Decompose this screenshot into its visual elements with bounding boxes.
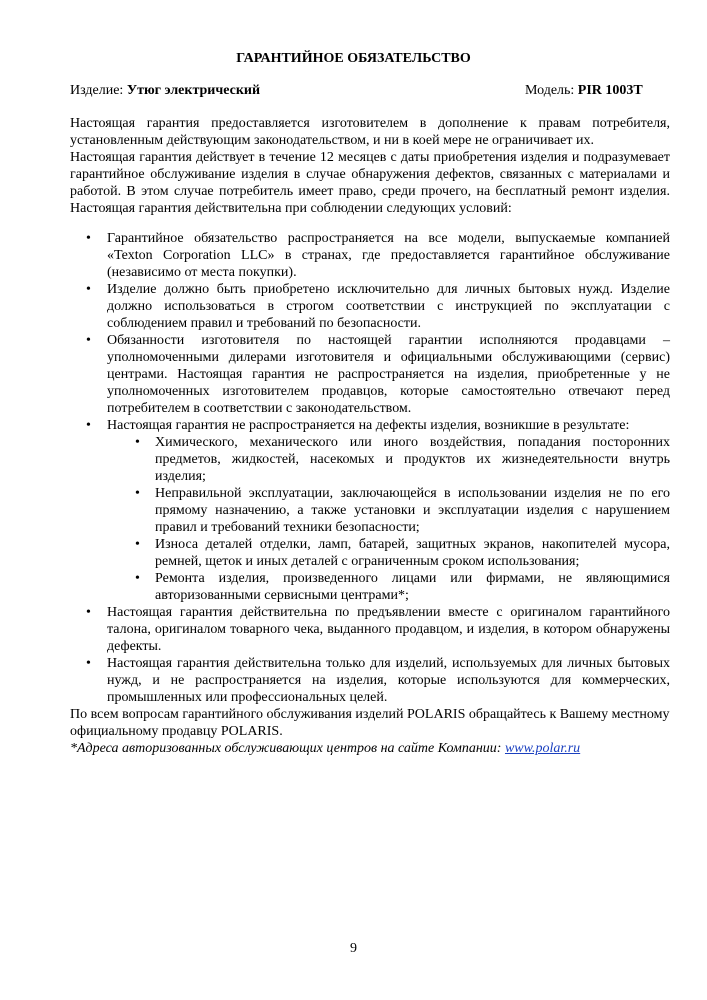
warranty-body (70, 115, 670, 757)
intro-paragraph-2: Настоящая гарантия действует в течение 12 месяцев с даты приобретения изделия и подразумевает гарантийное обслуживание изделия в случае обнаружения дефектов, связанных с материалами и работой. В этом случае потребитель имеет право, среди прочего, на бесплатный ремонт изделия. Настоящая гарантия действительна при соблюдении следующих условий: (70, 150, 670, 216)
condition-item-exclusions (70, 417, 670, 604)
product-label: Изделие: (70, 83, 124, 98)
addresses-text: *Адреса авторизованных обслуживающих центров на сайте Компании: (70, 741, 502, 756)
exclusion-item: • Неправильной эксплуатации, заключающейся в использовании изделия не по его прямому назначению, а также установки и эксплуатации изделия с нарушением правил и требований техники безопасности; (107, 485, 670, 536)
exclusion-item: • Ремонта изделия, произведенного лицами или фирмами, не являющимися авторизованными сервисными центрами*; (107, 570, 670, 604)
model-label: Модель: (525, 83, 575, 98)
product-value: Утюг электрический (126, 83, 261, 98)
intro-paragraph-1: Настоящая гарантия предоставляется изготовителем в дополнение к правам потребителя, установленным действующим законодательством, и ни в коей мере не ограничивает их. (70, 116, 670, 148)
condition-item: • Настоящая гарантия действительна только для изделий, используемых для личных бытовых нужд, и не распространяется на изделия, которые используются для коммерческих, промышленных или профессиональных целей. (70, 655, 670, 706)
exclusion-item: • Износа деталей отделки, ламп, батарей, защитных экранов, накопителей мусора, ремней, щеток и иных деталей с ограниченным сроком использования; (107, 536, 670, 570)
model-value: PIR 1003T (577, 83, 643, 98)
service-note: По всем вопросам гарантийного обслуживания изделий POLARIS обращайтесь к Вашему местному официальному продавцу POLARIS. (70, 707, 670, 739)
condition-item: • Гарантийное обязательство распространяется на все модели, выпускаемые компанией «Texton Corporation LLC» в странах, где предоставляется гарантийное обслуживание (независимо от места покупки). (70, 230, 670, 281)
product-info-line (70, 82, 650, 99)
condition-item: • Обязанности изготовителя по настоящей гарантии исполняются продавцами – уполномоченными дилерами изготовителя и официальными обслуживающими (сервис) центрами. Настоящая гарантия не распространяется на изделия, приобретенные у не уполномоченных изготовителем продавцов, которые самостоятельно отвечают перед потребителем в соответствии с законодательством. (70, 332, 670, 417)
conditions-list (70, 230, 670, 706)
page-number: 9 (350, 941, 357, 956)
condition-item: • Настоящая гарантия действительна по предъявлении вместе с оригиналом гарантийного талона, оригиналом товарного чека, выданного продавцом, и изделия, в котором обнаружены дефекты. (70, 604, 670, 655)
exclusion-item: • Химического, механического или иного воздействия, попадания посторонних предметов, жидкостей, насекомых и продуктов их жизнедеятельности внутрь изделия; (107, 434, 670, 485)
website-link[interactable]: www.polar.ru (504, 741, 581, 756)
exclusions-heading: Настоящая гарантия не распространяется на дефекты изделия, возникшие в результате: (107, 418, 630, 433)
model-info (525, 82, 643, 99)
condition-item: • Изделие должно быть приобретено исключительно для личных бытовых нужд. Изделие должно использоваться в строгом соответствии с инструкцией по эксплуатации с соблюдением правил и требований по безопасности. (70, 281, 670, 332)
service-centers-note (70, 740, 670, 757)
page-title: ГАРАНТИЙНОЕ ОБЯЗАТЕЛЬСТВО (236, 51, 471, 66)
exclusions-list (107, 434, 670, 604)
